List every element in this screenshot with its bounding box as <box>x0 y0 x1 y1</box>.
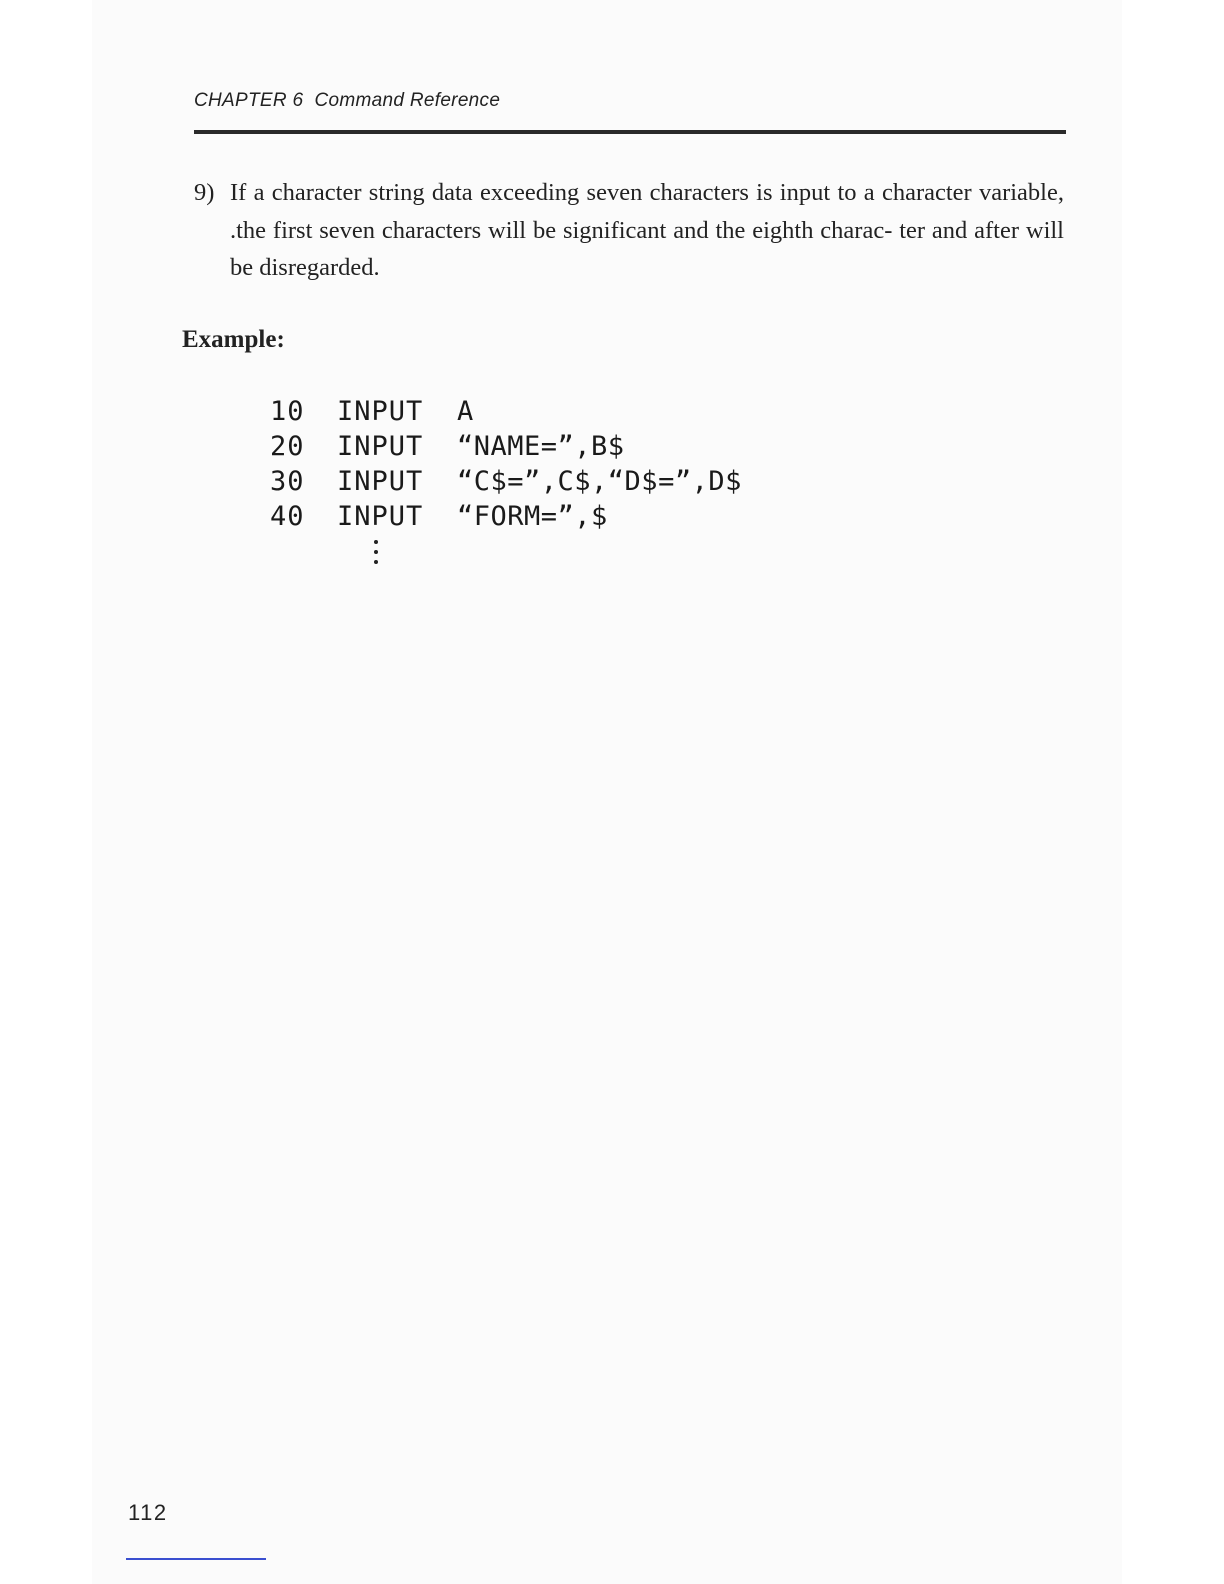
code-arguments: “C$=”,C$,“D$=”,D$ <box>457 466 742 497</box>
code-keyword: INPUT <box>337 501 424 532</box>
code-keyword: INPUT <box>337 431 424 462</box>
code-keyword: INPUT <box>337 396 424 427</box>
code-keyword: INPUT <box>337 466 424 497</box>
page-margin <box>1122 0 1224 1584</box>
note-number: 9) <box>194 179 215 206</box>
code-line <box>270 499 742 534</box>
code-arguments: A <box>457 396 474 427</box>
code-arguments: “FORM=”,$ <box>457 501 608 532</box>
vertical-ellipsis-icon <box>372 538 380 566</box>
line-number: 10 <box>270 396 305 427</box>
line-number: 40 <box>270 501 305 532</box>
chapter-number: 6 <box>292 90 304 111</box>
bottom-edge-mark <box>126 1558 266 1560</box>
code-line <box>270 464 742 499</box>
chapter-label: CHAPTER <box>194 90 287 111</box>
code-line <box>270 394 742 429</box>
running-head <box>194 90 500 112</box>
code-arguments: “NAME=”,B$ <box>457 431 625 462</box>
line-number: 20 <box>270 431 305 462</box>
code-line <box>270 429 742 464</box>
header-rule <box>194 130 1066 134</box>
note-text: If a character string data exceeding seven characters is input to a character variable, .the first seven characters will be significant and the eighth charac- ter and after will be disregarded. <box>230 179 1064 281</box>
code-listing <box>270 394 742 534</box>
line-number: 30 <box>270 466 305 497</box>
section-title: Command Reference <box>314 90 501 111</box>
note-item <box>194 174 1064 287</box>
page-number: 112 <box>128 1500 168 1525</box>
example-label: Example: <box>182 326 285 353</box>
